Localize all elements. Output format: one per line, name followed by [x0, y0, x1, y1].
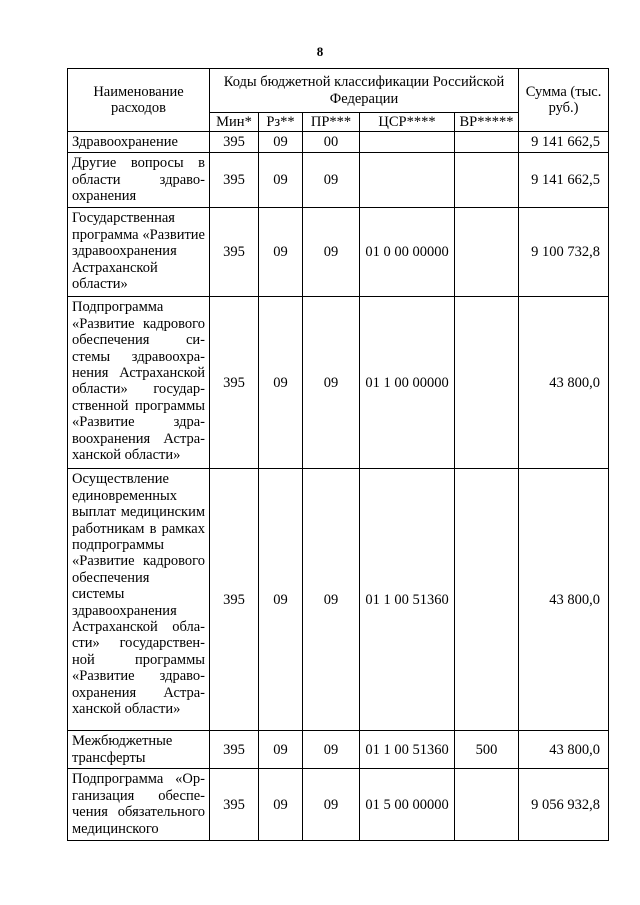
row-min: 395 [210, 132, 259, 153]
row-vr [455, 769, 519, 841]
header-name: Наименование расходов [68, 69, 210, 132]
row-sum: 43 800,0 [519, 297, 609, 469]
row-min: 395 [210, 208, 259, 297]
row-name: Подпрограмма «Организация обеспечения обязательного медицинского [68, 769, 210, 841]
table-row [68, 132, 609, 153]
row-name: Государственная программа «Развитие здравоохранения Астраханской области» [68, 208, 210, 297]
row-name: Межбюджетные трансферты [68, 731, 210, 769]
row-csr: 01 5 00 00000 [360, 769, 455, 841]
row-sum: 9 100 732,8 [519, 208, 609, 297]
table-row [68, 297, 609, 469]
header-vr: ВР***** [455, 113, 519, 132]
row-vr [455, 132, 519, 153]
row-rz: 09 [259, 769, 303, 841]
row-csr [360, 153, 455, 208]
row-name: Здравоохранение [68, 132, 210, 153]
header-min: Мин* [210, 113, 259, 132]
table-row [68, 731, 609, 769]
row-name: Осуществление единовременных выплат медицинским работникам в рамках подпрограммы «Развитие кадрового обеспечения системы здравоохранения Астраханской области» государственной программы «Развитие здравоохранения Астраханской области» [68, 469, 210, 731]
row-rz: 09 [259, 208, 303, 297]
row-csr: 01 1 00 51360 [360, 469, 455, 731]
row-vr [455, 297, 519, 469]
row-pr: 09 [303, 731, 360, 769]
header-pr: ПР*** [303, 113, 360, 132]
row-vr [455, 469, 519, 731]
row-sum: 9 056 932,8 [519, 769, 609, 841]
row-rz: 09 [259, 153, 303, 208]
row-pr: 09 [303, 469, 360, 731]
row-pr: 09 [303, 769, 360, 841]
row-rz: 09 [259, 297, 303, 469]
row-pr: 00 [303, 132, 360, 153]
row-pr: 09 [303, 297, 360, 469]
table-row [68, 153, 609, 208]
budget-table [67, 68, 609, 841]
row-vr: 500 [455, 731, 519, 769]
table-row [68, 469, 609, 731]
row-rz: 09 [259, 132, 303, 153]
row-csr: 01 1 00 51360 [360, 731, 455, 769]
row-pr: 09 [303, 208, 360, 297]
row-sum: 43 800,0 [519, 469, 609, 731]
row-min: 395 [210, 153, 259, 208]
row-csr: 01 1 00 00000 [360, 297, 455, 469]
row-rz: 09 [259, 469, 303, 731]
row-vr [455, 153, 519, 208]
header-codes-group: Коды бюджетной классификации Российской Федерации [210, 69, 519, 113]
row-min: 395 [210, 469, 259, 731]
row-sum: 9 141 662,5 [519, 153, 609, 208]
row-min: 395 [210, 297, 259, 469]
table-row [68, 208, 609, 297]
header-csr: ЦСР**** [360, 113, 455, 132]
row-sum: 43 800,0 [519, 731, 609, 769]
table-row [68, 769, 609, 841]
row-csr: 01 0 00 00000 [360, 208, 455, 297]
row-min: 395 [210, 731, 259, 769]
page-number: 8 [316, 44, 324, 59]
header-sum: Сумма (тыс. руб.) [519, 69, 609, 132]
row-name: Подпрограмма «Развитие кадрового обеспечения системы здравоохранения Астраханской области» государственной программы «Развитие здравоохранения Астраханской области» [68, 297, 210, 469]
row-sum: 9 141 662,5 [519, 132, 609, 153]
row-rz: 09 [259, 731, 303, 769]
header-rz: Рз** [259, 113, 303, 132]
row-csr [360, 132, 455, 153]
row-pr: 09 [303, 153, 360, 208]
row-min: 395 [210, 769, 259, 841]
row-vr [455, 208, 519, 297]
row-name: Другие вопросы в области здравоохранения [68, 153, 210, 208]
